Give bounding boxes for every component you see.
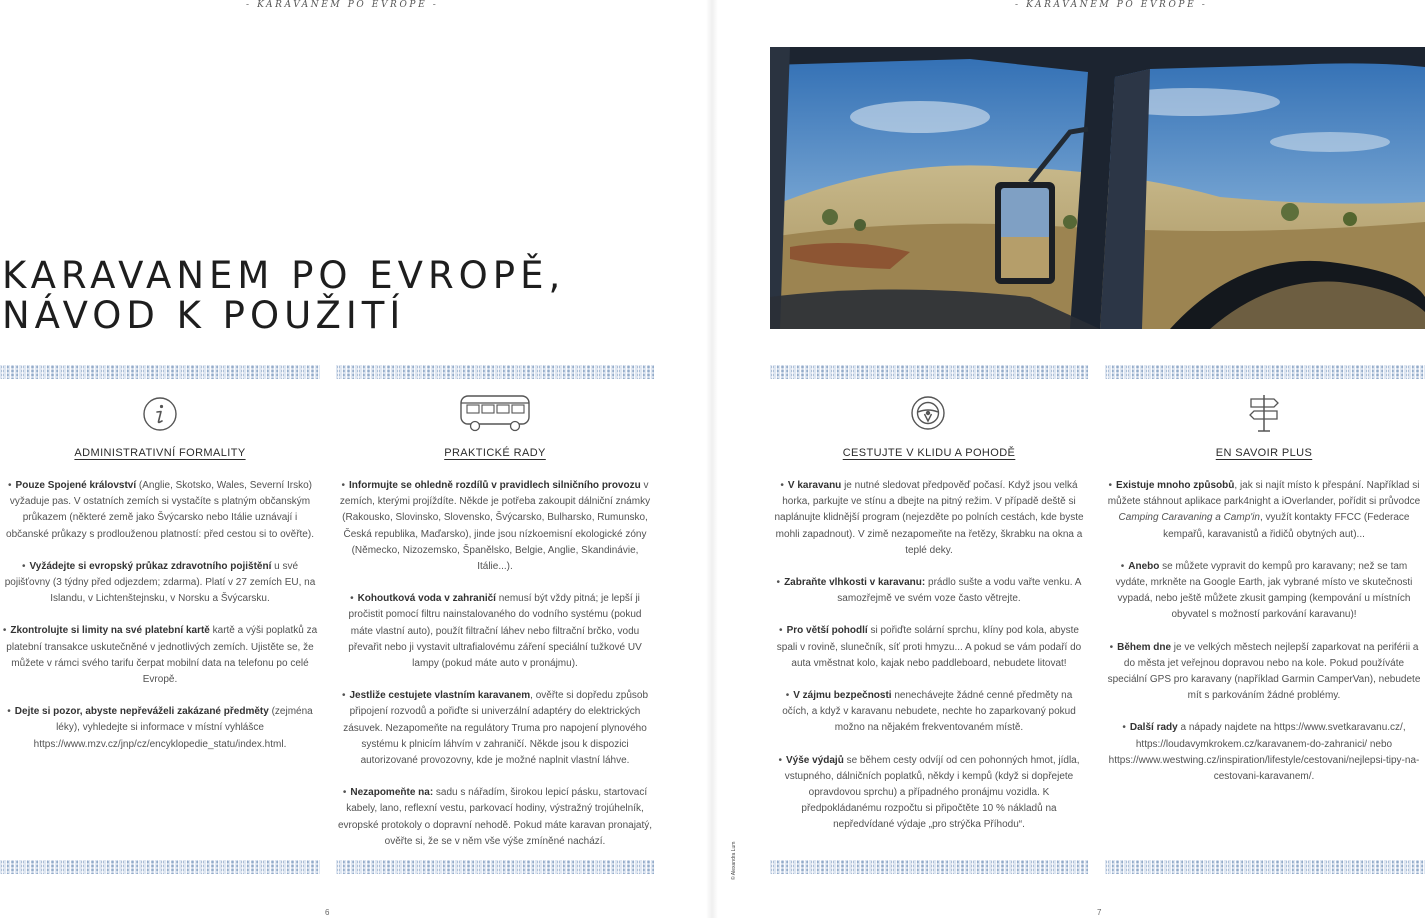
column-body [771, 478, 1087, 850]
paragraph: • Během dne je ve velkých městech nejlepší zaparkovat na periférii a do města jet veřejnou dopravou nebo na kole. Pokud používáte speciální GPS pro karavany (například Garmin CamperVan), nebudete mít s parkováním žádné problémy. [1107, 641, 1421, 702]
page-number: 6 [325, 908, 330, 917]
paragraph: • Zkontrolujte si limity na své platební kartě kartě a výši poplatků za platební transakce uskutečněné v jednotlivých zemích. Ujistěte se, že můžete v rámci svého tarifu čerpat mobilní data na telefonu po celé Evropě. [2, 625, 318, 686]
column-relax [771, 0, 1087, 918]
column-heading: CESTUJTE V KLIDU A POHODĚ [842, 447, 1016, 459]
paragraph: • Kohoutková voda v zahraničí nemusí být vždy pitná; je lepší ji pročistit pomocí filtru nainstalovaného do vodního systému (pokud máte vlastní auto), použít filtrační láhev nebo filtrační brčko, vodu převařit nebo ji vystavit ultrafialovému záření speciální tužkové UV lampy (pokud máte auto v pronájmu). [348, 593, 642, 670]
column-heading: EN SAVOIR PLUS [1215, 447, 1313, 459]
paragraph: • Existuje mnoho způsobů, jak si najít místo k přespání. Například si můžete stáhnout aplikace park4night a iOverlander, pořídit si průvodce Camping Caravaning a Camp'in, využít kontakty FFCC (Federace kempařů, karavanistů a řidičů obytných aut)... [1107, 480, 1421, 540]
column-administrative [2, 0, 318, 918]
paragraph: • Vyžádejte si evropský průkaz zdravotního pojištění u své pojišťovny (3 týdny před odjezdem; zdarma). Platí v 27 zemích EU, na Islandu, v Lichtenštejnsku, v Norsku a Švýcarsku. [4, 560, 316, 605]
paragraph: • V karavanu je nutné sledovat předpověď počasí. Když jsou velká horka, parkujte ve stínu a dbejte na pitný režim. V případě deště si naplánujte klidnější program (nejezděte po polních cestách, kde byste mohli zapadnout). V zimě nezapomeňte na řetězy, škrabku na okna a teplé deky. [774, 480, 1084, 556]
photo-credit: © Alexandra Lum [731, 841, 737, 880]
signpost-icon [1247, 393, 1281, 438]
column-more-info [1106, 0, 1422, 918]
camper-van-icon [459, 393, 531, 438]
column-heading: PRAKTICKÉ RADY [444, 447, 546, 459]
column-body [2, 478, 318, 769]
column-body [1106, 478, 1422, 801]
paragraph: • Pouze Spojené království (Anglie, Skotsko, Wales, Severní Irsko) vyžaduje pas. V ostatních zemích si vystačíte s platným občanským průkazem (některé země jako Švýcarsko nebo Itálie uznávají i občanské průkazy s prodlouženou platností: před cestou si to ověřte). [6, 480, 314, 540]
paragraph: • Další rady a nápady najdete na https://www.svetkaravanu.cz/, https://loudavymkrokem.cz/karavanem-do-zahranici/ nebo https://www.westwing.cz/inspiration/lifestyle/cestovani/nejlepsi-tipy-na-cestovani-karavanem/. [1108, 722, 1420, 783]
paragraph: • V zájmu bezpečnosti nenechávejte žádné cenné předměty na očích, a když v karavanu nebudete, nechte ho zaparkovaný pokud možno na nějakém frekventovaném místě. [782, 690, 1076, 734]
paragraph: • Anebo se můžete vypravit do kempů pro karavany; než se tam vydáte, mrkněte na Google Earth, jak vybrané místo ve skutečnosti vypadá, nebo ještě můžete zkusit gamping (kempování u místních obyvatel s možností parkování karavanu)! [1115, 560, 1413, 621]
paragraph: • Nezapomeňte na: sadu s nářadím, širokou lepicí pásku, startovací kabely, lano, reflexní vestu, parkovací hodiny, výstražný trojúhelník, evropské protokoly o dopravní nehodě. Pokud máte karavan pronajatý, ověřte si, že se v něm vše výše zmíněné nachází. [337, 787, 653, 847]
paragraph: • Zabraňte vlhkosti v karavanu: prádlo sušte a vodu vařte venku. A samozřejmě ve svém voze často větrejte. [776, 577, 1082, 605]
title-line-2: NÁVOD K POUŽITÍ [2, 294, 406, 337]
title-line-1: KARAVANEM PO EVROPĚ, [2, 254, 566, 297]
column-practical [337, 0, 653, 918]
paragraph: • Výše výdajů se během cesty odvíjí od cen pohonných hmot, jídla, vstupného, dálničních poplatků, někdy i kempů (když si dopřejete opravdovou sprchu) a případného pronájmu vozidla. K předpokládanému rozpočtu si připočtěte 10 % nákladů na nepředvídané výdaje „pro strýčka Příhodu“. [778, 754, 1080, 831]
column-heading: ADMINISTRATIVNÍ FORMALITY [74, 447, 246, 459]
paragraph: • Informujte se ohledně rozdílů v pravidlech silničního provozu v zemích, kterými projíždíte. Někde je potřeba zakoupit dálniční známky (Rakousko, Slovinsko, Slovensko, Švýcarsko, Bulharsko, Rumunsko, Česká republika, Maďarsko), jinde jsou nízkoemisní ekologické zóny (Německo, Nizozemsko, Španělsko, Belgie, Anglie, Skandinávie, Itálie...). [339, 480, 651, 573]
running-head-right: - KARAVANEM PO EVROPĚ - [1015, 0, 1208, 10]
paragraph: • Pro větší pohodlí si pořiďte solární sprchu, klíny pod kola, abyste spali v rovině, slunečník, síť proti hmyzu... A pokud se vám podaří do auta vměstnat kolo, kajak nebo paddleboard, nebudete litovat! [776, 625, 1082, 669]
left-page [0, 0, 712, 918]
paragraph: • Jestliže cestujete vlastním karavanem, ověřte si dopředu způsob připojení rozvodů a pořiďte si univerzální adaptéry do elektrických zásuvek. Nezapomeňte na regulátory Truma pro napojení plynového systému k plnicím láhvím v zahraničí. Někde jsou k dispozici autorizované provozovny, kde je možné naplnit vlastní láhve. [341, 690, 649, 767]
info-icon [142, 396, 178, 437]
paragraph: • Dejte si pozor, abyste nepřeváželi zakázané předměty (zejména léky), vyhledejte si informace v místní vyhlášce https://www.mzv.cz/jnp/cz/encyklopedie_statu/index.html. [7, 706, 313, 750]
running-head-left: - KARAVANEM PO EVROPĚ - [246, 0, 439, 10]
page-number: 7 [1097, 908, 1102, 917]
column-body [337, 478, 653, 866]
steering-wheel-icon [910, 395, 946, 436]
